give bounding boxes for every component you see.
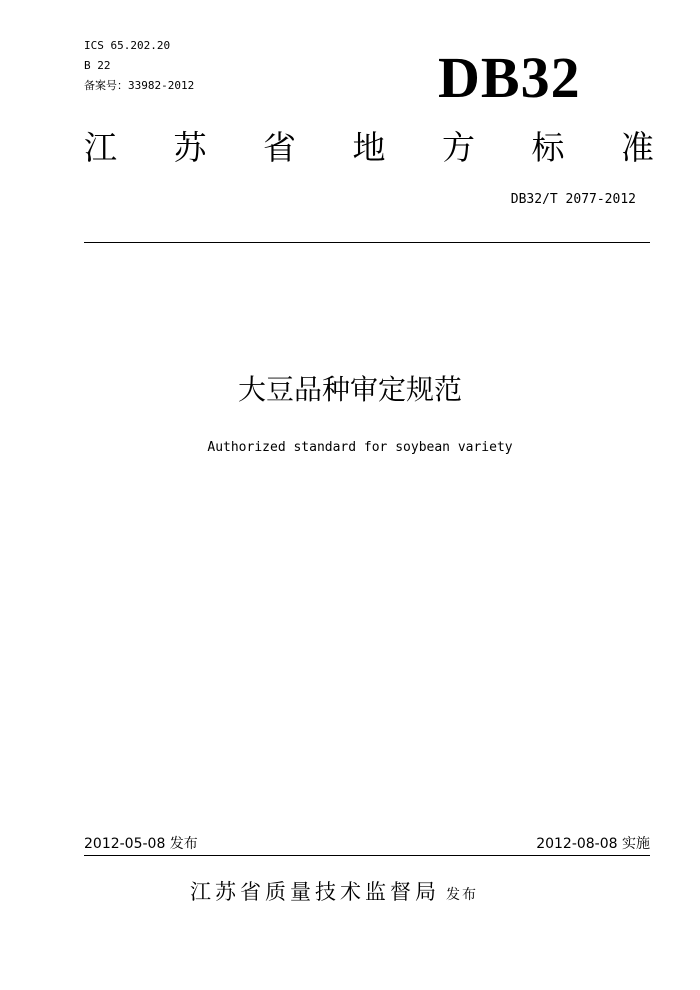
title-chinese: 大豆品种审定规范 bbox=[237, 373, 462, 406]
ics-code: ICS 65.202.20 bbox=[84, 39, 171, 52]
standard-type-char: 苏 bbox=[173, 128, 207, 167]
db-code-logo: DB32 bbox=[438, 45, 581, 110]
issuer-name: 江苏省质量技术监督局 bbox=[190, 880, 440, 904]
standard-type-char: 省 bbox=[263, 128, 296, 167]
issuer-line bbox=[190, 876, 478, 911]
record-number: 备案号：33982-2012 bbox=[84, 79, 195, 92]
classification-block bbox=[84, 36, 194, 96]
bottom-divider bbox=[84, 855, 650, 856]
standard-type-char: 方 bbox=[442, 128, 475, 167]
standard-number: DB32/T 2077-2012 bbox=[510, 192, 636, 207]
effective-date: 2012-08-08 实施 bbox=[536, 836, 650, 852]
top-divider bbox=[84, 242, 650, 243]
issuer-suffix: 发布 bbox=[446, 887, 478, 903]
standard-type-char: 江 bbox=[84, 128, 117, 167]
standard-type-char: 准 bbox=[621, 128, 654, 167]
standard-type-heading bbox=[84, 126, 654, 170]
ccs-code: B 22 bbox=[84, 59, 111, 72]
title-english: Authorized standard for soybean variety bbox=[207, 440, 513, 455]
standard-type-char: 标 bbox=[531, 128, 565, 167]
standard-type-char: 地 bbox=[352, 128, 386, 167]
issue-date: 2012-05-08 发布 bbox=[84, 836, 198, 852]
